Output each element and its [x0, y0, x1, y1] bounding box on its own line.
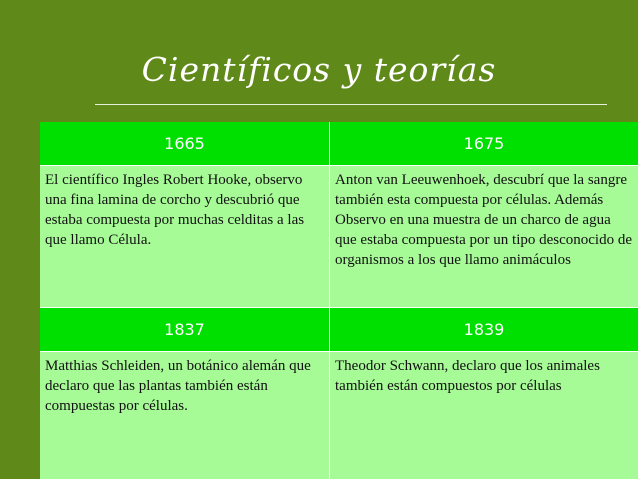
timeline-table	[40, 122, 638, 479]
description-hooke: El científico Ingles Robert Hooke, observo una fina lamina de corcho y descubrió que estaba compuesta por muchas celditas a las que llamo Célula.	[40, 166, 330, 308]
year-header-1675: 1675	[330, 122, 638, 166]
year-header-1837: 1837	[40, 308, 330, 352]
year-header-1839: 1839	[330, 308, 638, 352]
year-header-1665: 1665	[40, 122, 330, 166]
description-schwann: Theodor Schwann, declaro que los animales también están compuestos por células	[330, 352, 638, 479]
description-schleiden: Matthias Schleiden, un botánico alemán que declaro que las plantas también están compuestas por células.	[40, 352, 330, 479]
title-divider	[95, 104, 607, 105]
slide-title: Científicos y teorías	[141, 50, 497, 89]
description-leeuwenhoek: Anton van Leeuwenhoek, descubrí que la sangre también esta compuesta por células. Además Observo en una muestra de un charco de agua que estaba compuesta por un tipo desconocido de organismos a los que llamo animáculos	[330, 166, 638, 308]
